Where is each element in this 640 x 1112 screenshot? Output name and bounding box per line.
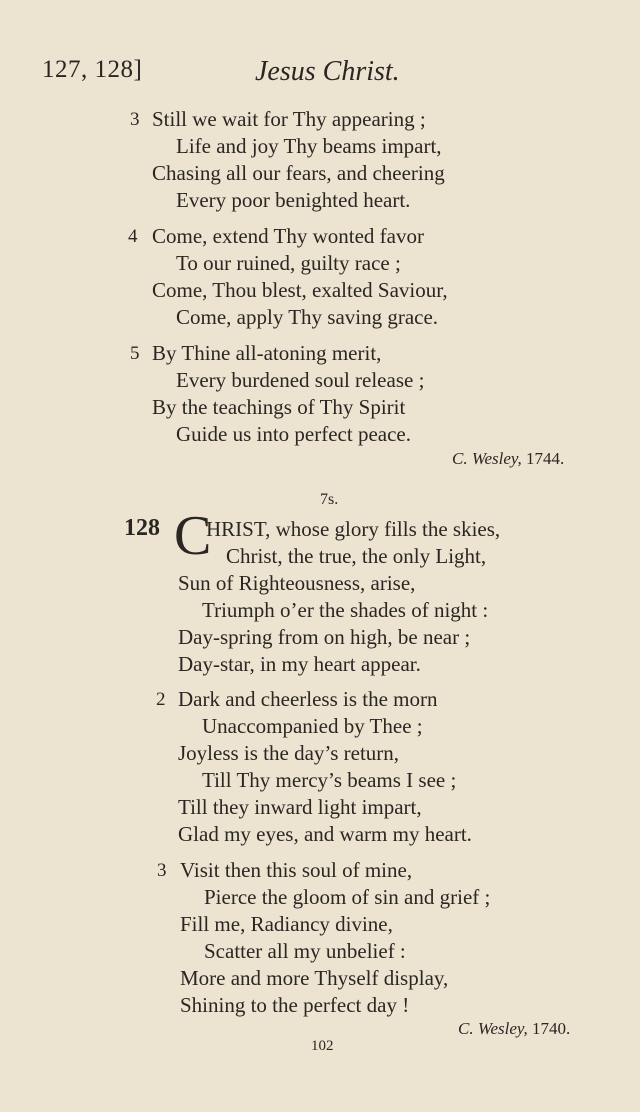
verse-number: 3 bbox=[157, 860, 167, 881]
verse-line: Come, apply Thy saving grace. bbox=[176, 305, 439, 329]
verse-line: Visit then this soul of mine, bbox=[180, 858, 413, 882]
verse-line: Dark and cheerless is the morn bbox=[178, 687, 438, 711]
verse-line: Joyless is the day’s return, bbox=[178, 741, 400, 765]
verse-line: Come, Thou blest, exalted Saviour, bbox=[152, 278, 448, 302]
attribution-year: 1740. bbox=[531, 1019, 571, 1038]
drop-cap: C bbox=[174, 505, 212, 567]
verse-line: To our ruined, guilty race ; bbox=[176, 251, 401, 275]
meter-label: 7s. bbox=[320, 491, 339, 508]
hymn-128-attribution bbox=[458, 1018, 570, 1040]
verse-line: Chasing all our fears, and cheering bbox=[152, 161, 445, 185]
verse-line: Guide us into perfect peace. bbox=[176, 422, 411, 446]
verse-number: 3 bbox=[130, 109, 140, 130]
header-hymn-numbers: 127, 128] bbox=[42, 56, 143, 83]
attribution-author: C. Wesley, bbox=[458, 1019, 528, 1038]
verse-line: Fill me, Radiancy divine, bbox=[180, 912, 393, 936]
verse-line: More and more Thyself display, bbox=[180, 966, 449, 990]
hymn-number: 128 bbox=[124, 515, 160, 541]
verse-line: Still we wait for Thy appearing ; bbox=[152, 107, 426, 131]
verse-line: Day-spring from on high, be near ; bbox=[178, 625, 471, 649]
attribution-author: C. Wesley, bbox=[452, 449, 522, 468]
verse-line: Triumph o’er the shades of night : bbox=[202, 598, 489, 622]
verse-line: Sun of Righteousness, arise, bbox=[178, 571, 416, 595]
verse-line: Till Thy mercy’s beams I see ; bbox=[202, 768, 457, 792]
verse-line: Glad my eyes, and warm my heart. bbox=[178, 822, 472, 846]
verse-number: 2 bbox=[156, 689, 166, 710]
verse-line: Every poor benighted heart. bbox=[176, 188, 411, 212]
verse-line: Life and joy Thy beams impart, bbox=[176, 134, 442, 158]
verse-line: Scatter all my unbelief : bbox=[204, 939, 406, 963]
verse-line: Pierce the gloom of sin and grief ; bbox=[204, 885, 491, 909]
verse-line: Shining to the perfect day ! bbox=[180, 993, 410, 1017]
verse-number: 4 bbox=[128, 226, 138, 247]
verse-line: By the teachings of Thy Spirit bbox=[152, 395, 406, 419]
verse-line: Till they inward light impart, bbox=[178, 795, 422, 819]
verse-line: HRIST, whose glory fills the skies, bbox=[206, 517, 501, 541]
header-title: Jesus Christ. bbox=[255, 56, 400, 87]
attribution-year: 1744. bbox=[525, 449, 565, 468]
verse-line: Unaccompanied by Thee ; bbox=[202, 714, 423, 738]
verse-line: Every burdened soul release ; bbox=[176, 368, 425, 392]
verse-line: Christ, the true, the only Light, bbox=[226, 544, 487, 568]
verse-line: Day-star, in my heart appear. bbox=[178, 652, 421, 676]
page-number: 102 bbox=[311, 1038, 334, 1054]
hymn-127-attribution bbox=[452, 448, 564, 470]
verse-line: Come, extend Thy wonted favor bbox=[152, 224, 424, 248]
verse-line: By Thine all-atoning merit, bbox=[152, 341, 382, 365]
verse-number: 5 bbox=[130, 343, 140, 364]
